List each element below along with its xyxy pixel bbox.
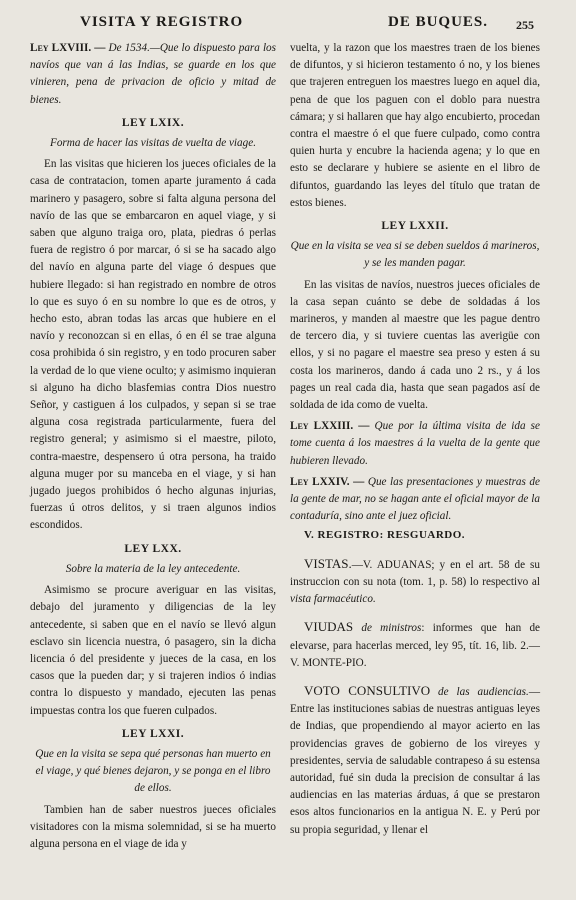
ley-69-title: LEY LXIX.	[121, 116, 185, 129]
ley-69-body: En las visitas que hicieren los jueces oficiales de la casa de contratacion, tomen aparte juramento á cada marinero y pasagero, sobre si falta alguna persona del navío de las que se embarcaron en aquel viage, y si saben que alguno traiga oro, plata, piedras ó perlas fuera de registro ó por marcar, ó si se ha sacado algo del navío en alguna parte del viage ó despues que hubiere llegado: si han registrado en nombre de otros lo que es suyo ó en su nombre lo que es de otros, y hecho esto, abran todas las arcas que hubiere en el navío y reconozcan si en ellas, ó en él se trae alguna cosa prohibida ó sin registro, y en todo procuren saber la verdad de lo que viene oculto; y asimismo inquieran si alguno ha dicho blasfemias contra Dios nuestro Señor, y castiguen á los culpados, y sepan si se trae alguna cosa registrada particularmente, fuera del registro general; y asimismo si el maestre, piloto, contra-maestre, despensero ú otra persona, ha traido alguna muger por su manceba en el viage, y si han jugado juegos prohibidos ó hecho algunas injurias, fuerzas ú otros delitos, y si traen algunos indios escondidos.	[30, 158, 276, 532]
entry-viudas-head: VIUDAS	[304, 619, 354, 635]
entry-voto-text: —Entre las instituciones sabias de nuestras antiguas leyes de Indias, que propendiendo al mayor acierto en las providencias graves de gobierno de los vireyes y presidentes, servia de saludable contrapeso á su estensa autoridad, fué sin duda la precision de consultar á las audiencias en las materias árduas, á que se prestaron esos altos funcionarios en la antigua N. E. y Perú por su propia seguridad, y llenar el	[290, 685, 540, 836]
entry-viudas	[290, 618, 540, 672]
ley-68-text: —Que lo dispuesto para los navíos que van á las Indias, se guarde en los que vinieren, pena de privacion de oficio y mitad de bienes.	[30, 42, 277, 106]
page-number: 255	[516, 18, 534, 32]
ley-71-body: Tambien han de saber nuestros jueces oficiales visitadores con la misma solemnidad, si se ha muerto alguna persona en el viage de ida y	[30, 803, 276, 850]
right-column	[290, 40, 540, 839]
ley-71-continuation: vuelta, y la razon que los maestres traen de los bienes de difuntos, y si hicieron testamento ó no, y los bienes que trajeren entreguen los maestres luego en aquel dia, pena de que los paguen con el doblo para nuestra cámara; y si hallaren que hay algo encubierto, procedan contra el maestre ó el que fuere culpado, como contra quien hurta y encubre la hacienda agena; y lo que en esto se declarare y hubiere se asiente en el libro de difuntos, guardando las leyes del título que tratan de estos bienes.	[290, 42, 540, 209]
left-column	[30, 40, 276, 853]
ley-72-subject: Que en la visita se vea si se deben sueldos á marineros, y se les manden pagar.	[290, 240, 540, 270]
entry-vistas-text: —V. ADUANAS; y en el art. 58 de su instruccion con su nota (tom. 1, p. 58) lo respectivo al	[290, 558, 540, 588]
running-header-left: VISITA Y REGISTRO	[80, 14, 244, 30]
ley-71-title: LEY LXXI.	[121, 727, 185, 740]
entry-viudas-head-italic: de ministros	[353, 622, 422, 635]
entry-voto-head-italic: de las audiencias.	[430, 685, 529, 698]
ley-74-text: Que las presentaciones y muestras de la gente de mar, no se hagan ante el oficial mayor de la contaduría, sino ante el juez oficial.	[290, 475, 540, 523]
ley-68-label: Ley LXVIII. —	[30, 42, 106, 54]
ley-73-label: Ley LXXIII. —	[290, 420, 370, 433]
ley-74-label: Ley LXXIV. —	[290, 475, 365, 488]
ley-72-title: LEY LXXII.	[381, 220, 449, 233]
running-header-right: DE BUQUES.	[388, 14, 489, 30]
ley-70-subject: Sobre la materia de la ley antecedente.	[65, 562, 241, 575]
entry-vistas-head: VISTAS.	[304, 555, 352, 571]
ley-71-subject: Que en la visita se sepa qué personas han muerto en el viage, y qué bienes dejaron, y se ponga en el libro de ellos.	[35, 747, 271, 795]
ley-70-body: Asimismo se procure averiguar en las visitas, debajo del juramento y diligencias de la ley antecedente, si saben que en el navío se llevó algun esclavo sin licencia nuestra, ó pasagero, sin la dicha licencia ó del presidente y jueces de la casa, en los casos que la pueden dar; y si trajeren indios ó indias contra lo dispuesto y mandado, ejecuten las penas impuestas contra los que fueren culpados.	[30, 584, 276, 717]
ley-72-body: En las visitas de navíos, nuestros jueces oficiales de la casa sepan cuánto se debe de soldadas á los marineros, y manden al maestre que les pague dentro de tercero dia, y si tuviere cuentas las averigüe con ellos, y si no pagare el maestre sea preso y esten á su costa los marineros, dando á cada uno 2 rs., y á los pages un real cada dia, hasta que sean pagados así de soldada de ida como de vuelta.	[290, 278, 540, 412]
entry-viudas-text: : informes que han de elevarse, para hacerlas merced, ley 95, tít. 16, lib. 2.—V. MONTE-PIO.	[290, 622, 541, 669]
entry-voto-head: VOTO CONSULTIVO	[304, 682, 431, 698]
entry-voto-consultivo	[290, 682, 540, 839]
see-registro: V. REGISTRO: RESGUARDO.	[304, 529, 466, 542]
ley-68-year: De 1534.	[108, 42, 150, 54]
entry-vistas	[290, 555, 540, 609]
ley-68	[30, 40, 276, 109]
ley-73-text: Que por la última visita de ida se tome cuenta á los maestres á la vuelta de la gente que hubieren llevado.	[290, 420, 541, 467]
ley-70-title: LEY LXX.	[124, 542, 182, 555]
ley-73	[290, 418, 540, 470]
ley-74	[290, 474, 540, 526]
ley-69-subject: Forma de hacer las visitas de vuelta de viage.	[50, 137, 256, 150]
entry-vistas-italic: vista farmacéutico.	[290, 593, 376, 606]
